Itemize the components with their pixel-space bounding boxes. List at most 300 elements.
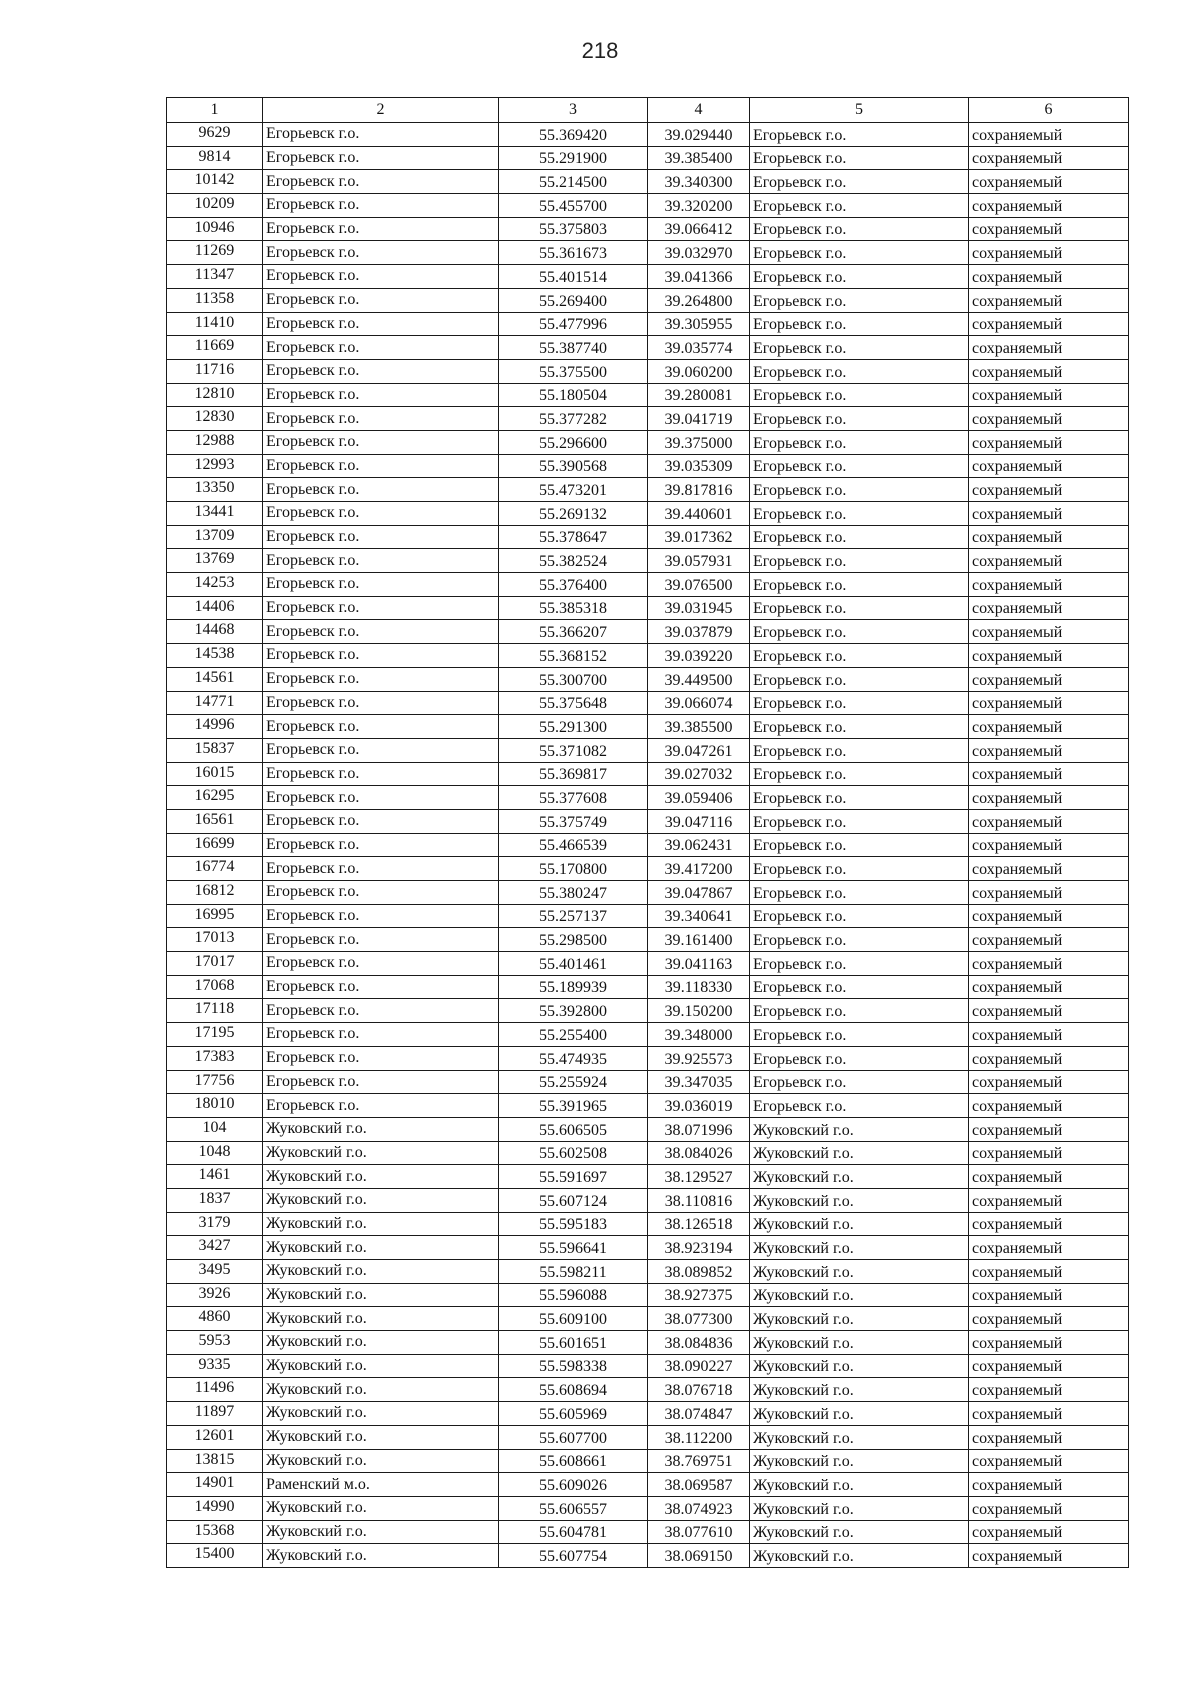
cell-longitude: 39.440601 (648, 502, 750, 526)
cell-location: Егорьевск г.о. (750, 620, 969, 644)
cell-latitude: 55.473201 (499, 478, 648, 502)
cell-longitude: 39.118330 (648, 975, 750, 999)
table-row (167, 454, 1129, 478)
cell-longitude: 39.150200 (648, 999, 750, 1023)
table-row (167, 1283, 1129, 1307)
cell-id: 9814 (167, 146, 263, 170)
cell-location: Егорьевск г.о. (750, 904, 969, 928)
cell-longitude: 38.076718 (648, 1378, 750, 1402)
cell-municipality: Егорьевск г.о. (263, 549, 499, 573)
cell-longitude: 39.029440 (648, 123, 750, 147)
cell-status: сохраняемый (969, 430, 1129, 454)
cell-municipality: Жуковский г.о. (263, 1260, 499, 1284)
cell-latitude: 55.377282 (499, 407, 648, 431)
cell-id: 15368 (167, 1520, 263, 1544)
cell-latitude: 55.378647 (499, 525, 648, 549)
cell-id: 16995 (167, 904, 263, 928)
table-row (167, 1117, 1129, 1141)
registry-table (166, 97, 1129, 1568)
cell-status: сохраняемый (969, 1449, 1129, 1473)
table-header-row (167, 98, 1129, 123)
cell-municipality: Егорьевск г.о. (263, 265, 499, 289)
cell-location: Егорьевск г.о. (750, 502, 969, 526)
cell-longitude: 39.320200 (648, 194, 750, 218)
cell-municipality: Егорьевск г.о. (263, 454, 499, 478)
cell-location: Егорьевск г.о. (750, 217, 969, 241)
cell-latitude: 55.291900 (499, 146, 648, 170)
table-row (167, 644, 1129, 668)
cell-latitude: 55.214500 (499, 170, 648, 194)
cell-municipality: Жуковский г.о. (263, 1402, 499, 1426)
cell-longitude: 38.077300 (648, 1307, 750, 1331)
cell-latitude: 55.609100 (499, 1307, 648, 1331)
cell-longitude: 39.060200 (648, 359, 750, 383)
cell-location: Егорьевск г.о. (750, 336, 969, 360)
cell-status: сохраняемый (969, 549, 1129, 573)
cell-status: сохраняемый (969, 1046, 1129, 1070)
table-row (167, 1378, 1129, 1402)
cell-latitude: 55.401461 (499, 952, 648, 976)
cell-location: Егорьевск г.о. (750, 241, 969, 265)
cell-location: Егорьевск г.о. (750, 691, 969, 715)
cell-status: сохраняемый (969, 1378, 1129, 1402)
cell-latitude: 55.189939 (499, 975, 648, 999)
cell-latitude: 55.401514 (499, 265, 648, 289)
table-row (167, 1023, 1129, 1047)
cell-municipality: Жуковский г.о. (263, 1496, 499, 1520)
cell-municipality: Егорьевск г.о. (263, 596, 499, 620)
cell-longitude: 39.385500 (648, 715, 750, 739)
cell-id: 15400 (167, 1544, 263, 1568)
cell-status: сохраняемый (969, 762, 1129, 786)
cell-status: сохраняемый (969, 1023, 1129, 1047)
table-row (167, 407, 1129, 431)
table-row (167, 1354, 1129, 1378)
cell-longitude: 39.375000 (648, 430, 750, 454)
cell-longitude: 38.769751 (648, 1449, 750, 1473)
cell-status: сохраняемый (969, 217, 1129, 241)
cell-municipality: Егорьевск г.о. (263, 1023, 499, 1047)
cell-longitude: 39.817816 (648, 478, 750, 502)
cell-id: 11269 (167, 241, 263, 265)
cell-longitude: 38.112200 (648, 1425, 750, 1449)
cell-latitude: 55.371082 (499, 738, 648, 762)
cell-status: сохраняемый (969, 383, 1129, 407)
cell-municipality: Егорьевск г.о. (263, 217, 499, 241)
cell-id: 11347 (167, 265, 263, 289)
table-row (167, 1473, 1129, 1497)
cell-status: сохраняемый (969, 573, 1129, 597)
cell-municipality: Жуковский г.о. (263, 1544, 499, 1568)
cell-status: сохраняемый (969, 170, 1129, 194)
cell-status: сохраняемый (969, 1331, 1129, 1355)
table-row (167, 123, 1129, 147)
cell-municipality: Жуковский г.о. (263, 1449, 499, 1473)
cell-longitude: 39.041719 (648, 407, 750, 431)
cell-status: сохраняемый (969, 1188, 1129, 1212)
page-number: 218 (581, 38, 619, 63)
cell-latitude: 55.392800 (499, 999, 648, 1023)
table-row (167, 857, 1129, 881)
cell-location: Егорьевск г.о. (750, 1023, 969, 1047)
table-row (167, 383, 1129, 407)
cell-status: сохраняемый (969, 881, 1129, 905)
cell-id: 17118 (167, 999, 263, 1023)
cell-location: Егорьевск г.о. (750, 573, 969, 597)
cell-latitude: 55.596088 (499, 1283, 648, 1307)
table-row (167, 904, 1129, 928)
cell-latitude: 55.377608 (499, 786, 648, 810)
cell-longitude: 39.449500 (648, 667, 750, 691)
cell-id: 14406 (167, 596, 263, 620)
cell-latitude: 55.375749 (499, 809, 648, 833)
table-row (167, 549, 1129, 573)
table-row (167, 975, 1129, 999)
cell-longitude: 38.090227 (648, 1354, 750, 1378)
table-row (167, 833, 1129, 857)
cell-status: сохраняемый (969, 999, 1129, 1023)
cell-municipality: Егорьевск г.о. (263, 194, 499, 218)
cell-location: Жуковский г.о. (750, 1378, 969, 1402)
cell-longitude: 38.927375 (648, 1283, 750, 1307)
cell-location: Жуковский г.о. (750, 1212, 969, 1236)
cell-location: Егорьевск г.о. (750, 170, 969, 194)
cell-municipality: Жуковский г.о. (263, 1354, 499, 1378)
cell-location: Егорьевск г.о. (750, 644, 969, 668)
cell-municipality: Егорьевск г.о. (263, 691, 499, 715)
cell-location: Жуковский г.о. (750, 1473, 969, 1497)
cell-id: 9629 (167, 123, 263, 147)
cell-municipality: Егорьевск г.о. (263, 715, 499, 739)
cell-location: Жуковский г.о. (750, 1496, 969, 1520)
table-row (167, 620, 1129, 644)
table-row (167, 596, 1129, 620)
table-row (167, 738, 1129, 762)
cell-id: 16774 (167, 857, 263, 881)
cell-longitude: 39.076500 (648, 573, 750, 597)
cell-latitude: 55.376400 (499, 573, 648, 597)
cell-latitude: 55.291300 (499, 715, 648, 739)
cell-id: 13769 (167, 549, 263, 573)
cell-municipality: Егорьевск г.о. (263, 857, 499, 881)
cell-latitude: 55.455700 (499, 194, 648, 218)
cell-longitude: 39.027032 (648, 762, 750, 786)
cell-latitude: 55.361673 (499, 241, 648, 265)
cell-status: сохраняемый (969, 478, 1129, 502)
cell-latitude: 55.382524 (499, 549, 648, 573)
cell-location: Егорьевск г.о. (750, 928, 969, 952)
column-header: 6 (969, 98, 1129, 123)
cell-status: сохраняемый (969, 644, 1129, 668)
cell-latitude: 55.390568 (499, 454, 648, 478)
cell-status: сохраняемый (969, 1070, 1129, 1094)
cell-id: 13441 (167, 502, 263, 526)
table-row (167, 1188, 1129, 1212)
cell-id: 11669 (167, 336, 263, 360)
cell-status: сохраняемый (969, 1236, 1129, 1260)
table-row (167, 999, 1129, 1023)
cell-status: сохраняемый (969, 1520, 1129, 1544)
cell-latitude: 55.385318 (499, 596, 648, 620)
cell-status: сохраняемый (969, 1212, 1129, 1236)
table-row (167, 1544, 1129, 1568)
cell-longitude: 38.089852 (648, 1260, 750, 1284)
cell-municipality: Егорьевск г.о. (263, 241, 499, 265)
cell-latitude: 55.607124 (499, 1188, 648, 1212)
cell-latitude: 55.596641 (499, 1236, 648, 1260)
table-row (167, 525, 1129, 549)
cell-latitude: 55.180504 (499, 383, 648, 407)
cell-longitude: 39.066412 (648, 217, 750, 241)
cell-location: Егорьевск г.о. (750, 1070, 969, 1094)
cell-latitude: 55.605969 (499, 1402, 648, 1426)
cell-id: 12830 (167, 407, 263, 431)
cell-municipality: Егорьевск г.о. (263, 146, 499, 170)
cell-municipality: Егорьевск г.о. (263, 1046, 499, 1070)
cell-longitude: 38.084836 (648, 1331, 750, 1355)
cell-status: сохраняемый (969, 1496, 1129, 1520)
cell-municipality: Жуковский г.о. (263, 1141, 499, 1165)
cell-municipality: Жуковский г.о. (263, 1307, 499, 1331)
cell-id: 10946 (167, 217, 263, 241)
cell-municipality: Егорьевск г.о. (263, 573, 499, 597)
cell-location: Егорьевск г.о. (750, 999, 969, 1023)
cell-id: 11496 (167, 1378, 263, 1402)
cell-latitude: 55.606557 (499, 1496, 648, 1520)
cell-latitude: 55.602508 (499, 1141, 648, 1165)
table-row (167, 1165, 1129, 1189)
cell-status: сохраняемый (969, 738, 1129, 762)
cell-latitude: 55.170800 (499, 857, 648, 881)
cell-status: сохраняемый (969, 596, 1129, 620)
table-row (167, 502, 1129, 526)
cell-location: Жуковский г.о. (750, 1141, 969, 1165)
table-row (167, 359, 1129, 383)
cell-id: 14538 (167, 644, 263, 668)
cell-longitude: 38.069150 (648, 1544, 750, 1568)
cell-municipality: Егорьевск г.о. (263, 336, 499, 360)
cell-latitude: 55.607754 (499, 1544, 648, 1568)
cell-location: Егорьевск г.о. (750, 975, 969, 999)
cell-longitude: 39.305955 (648, 312, 750, 336)
cell-longitude: 39.264800 (648, 288, 750, 312)
table-row (167, 1070, 1129, 1094)
cell-id: 17017 (167, 952, 263, 976)
cell-municipality: Егорьевск г.о. (263, 1070, 499, 1094)
cell-location: Жуковский г.о. (750, 1425, 969, 1449)
cell-id: 12993 (167, 454, 263, 478)
cell-status: сохраняемый (969, 359, 1129, 383)
cell-status: сохраняемый (969, 904, 1129, 928)
cell-status: сохраняемый (969, 809, 1129, 833)
cell-longitude: 39.036019 (648, 1094, 750, 1118)
cell-longitude: 39.057931 (648, 549, 750, 573)
cell-latitude: 55.391965 (499, 1094, 648, 1118)
cell-location: Егорьевск г.о. (750, 407, 969, 431)
table-row (167, 478, 1129, 502)
table-row (167, 786, 1129, 810)
cell-longitude: 39.039220 (648, 644, 750, 668)
cell-latitude: 55.369817 (499, 762, 648, 786)
cell-municipality: Жуковский г.о. (263, 1117, 499, 1141)
cell-location: Жуковский г.о. (750, 1544, 969, 1568)
cell-id: 14561 (167, 667, 263, 691)
cell-latitude: 55.607700 (499, 1425, 648, 1449)
cell-latitude: 55.608694 (499, 1378, 648, 1402)
cell-municipality: Егорьевск г.о. (263, 620, 499, 644)
cell-latitude: 55.255924 (499, 1070, 648, 1094)
table-row (167, 1496, 1129, 1520)
table-row (167, 265, 1129, 289)
cell-longitude: 38.069587 (648, 1473, 750, 1497)
table-row (167, 1094, 1129, 1118)
cell-id: 11897 (167, 1402, 263, 1426)
cell-status: сохраняемый (969, 928, 1129, 952)
cell-location: Жуковский г.о. (750, 1449, 969, 1473)
table-row (167, 170, 1129, 194)
table-row (167, 691, 1129, 715)
cell-latitude: 55.380247 (499, 881, 648, 905)
cell-latitude: 55.591697 (499, 1165, 648, 1189)
cell-longitude: 39.041163 (648, 952, 750, 976)
cell-id: 1837 (167, 1188, 263, 1212)
cell-status: сохраняемый (969, 620, 1129, 644)
cell-longitude: 38.110816 (648, 1188, 750, 1212)
cell-status: сохраняемый (969, 952, 1129, 976)
cell-id: 16015 (167, 762, 263, 786)
cell-status: сохраняемый (969, 312, 1129, 336)
cell-location: Жуковский г.о. (750, 1117, 969, 1141)
cell-longitude: 38.129527 (648, 1165, 750, 1189)
cell-id: 14253 (167, 573, 263, 597)
table-row (167, 1212, 1129, 1236)
cell-municipality: Егорьевск г.о. (263, 809, 499, 833)
table-row (167, 1425, 1129, 1449)
cell-municipality: Егорьевск г.о. (263, 288, 499, 312)
cell-latitude: 55.368152 (499, 644, 648, 668)
cell-id: 14771 (167, 691, 263, 715)
cell-municipality: Егорьевск г.о. (263, 430, 499, 454)
cell-id: 14996 (167, 715, 263, 739)
table-row (167, 312, 1129, 336)
cell-id: 16561 (167, 809, 263, 833)
cell-longitude: 39.035774 (648, 336, 750, 360)
table-row (167, 1520, 1129, 1544)
cell-municipality: Егорьевск г.о. (263, 952, 499, 976)
cell-longitude: 39.017362 (648, 525, 750, 549)
cell-municipality: Егорьевск г.о. (263, 786, 499, 810)
cell-location: Егорьевск г.о. (750, 383, 969, 407)
table-row (167, 1141, 1129, 1165)
cell-status: сохраняемый (969, 833, 1129, 857)
cell-id: 10142 (167, 170, 263, 194)
cell-longitude: 38.071996 (648, 1117, 750, 1141)
cell-location: Егорьевск г.о. (750, 1046, 969, 1070)
cell-id: 16812 (167, 881, 263, 905)
cell-status: сохраняемый (969, 123, 1129, 147)
cell-id: 17383 (167, 1046, 263, 1070)
cell-id: 13815 (167, 1449, 263, 1473)
table-row (167, 1402, 1129, 1426)
cell-latitude: 55.474935 (499, 1046, 648, 1070)
column-header: 3 (499, 98, 648, 123)
cell-status: сохраняемый (969, 194, 1129, 218)
cell-status: сохраняемый (969, 786, 1129, 810)
cell-latitude: 55.269132 (499, 502, 648, 526)
cell-location: Егорьевск г.о. (750, 857, 969, 881)
cell-municipality: Егорьевск г.о. (263, 738, 499, 762)
table-row (167, 194, 1129, 218)
cell-status: сохраняемый (969, 1473, 1129, 1497)
cell-location: Жуковский г.о. (750, 1165, 969, 1189)
cell-id: 17013 (167, 928, 263, 952)
cell-status: сохраняемый (969, 1117, 1129, 1141)
cell-municipality: Егорьевск г.о. (263, 170, 499, 194)
cell-id: 14468 (167, 620, 263, 644)
cell-municipality: Жуковский г.о. (263, 1236, 499, 1260)
cell-latitude: 55.477996 (499, 312, 648, 336)
cell-municipality: Егорьевск г.о. (263, 644, 499, 668)
cell-status: сохраняемый (969, 407, 1129, 431)
cell-location: Егорьевск г.о. (750, 123, 969, 147)
cell-location: Егорьевск г.о. (750, 738, 969, 762)
cell-id: 17756 (167, 1070, 263, 1094)
cell-status: сохраняемый (969, 1307, 1129, 1331)
table-row (167, 336, 1129, 360)
cell-longitude: 38.084026 (648, 1141, 750, 1165)
cell-status: сохраняемый (969, 1544, 1129, 1568)
cell-latitude: 55.255400 (499, 1023, 648, 1047)
cell-status: сохраняемый (969, 1141, 1129, 1165)
cell-latitude: 55.606505 (499, 1117, 648, 1141)
cell-location: Егорьевск г.о. (750, 786, 969, 810)
cell-id: 15837 (167, 738, 263, 762)
cell-municipality: Жуковский г.о. (263, 1520, 499, 1544)
cell-longitude: 39.340641 (648, 904, 750, 928)
cell-status: сохраняемый (969, 1425, 1129, 1449)
cell-location: Егорьевск г.о. (750, 478, 969, 502)
cell-latitude: 55.369420 (499, 123, 648, 147)
table-row (167, 146, 1129, 170)
cell-id: 16295 (167, 786, 263, 810)
cell-latitude: 55.598211 (499, 1260, 648, 1284)
cell-location: Жуковский г.о. (750, 1236, 969, 1260)
cell-municipality: Егорьевск г.о. (263, 478, 499, 502)
table-row (167, 928, 1129, 952)
table-row (167, 881, 1129, 905)
cell-longitude: 39.340300 (648, 170, 750, 194)
cell-status: сохраняемый (969, 1260, 1129, 1284)
cell-status: сохраняемый (969, 857, 1129, 881)
table-row (167, 217, 1129, 241)
cell-location: Жуковский г.о. (750, 1354, 969, 1378)
cell-municipality: Егорьевск г.о. (263, 312, 499, 336)
cell-longitude: 39.041366 (648, 265, 750, 289)
cell-location: Егорьевск г.о. (750, 288, 969, 312)
cell-id: 1048 (167, 1141, 263, 1165)
cell-id: 9335 (167, 1354, 263, 1378)
table-row (167, 952, 1129, 976)
cell-latitude: 55.375648 (499, 691, 648, 715)
cell-latitude: 55.604781 (499, 1520, 648, 1544)
cell-location: Егорьевск г.о. (750, 667, 969, 691)
cell-id: 11410 (167, 312, 263, 336)
column-header: 5 (750, 98, 969, 123)
table-row (167, 241, 1129, 265)
cell-latitude: 55.601651 (499, 1331, 648, 1355)
cell-municipality: Егорьевск г.о. (263, 502, 499, 526)
cell-longitude: 39.032970 (648, 241, 750, 265)
